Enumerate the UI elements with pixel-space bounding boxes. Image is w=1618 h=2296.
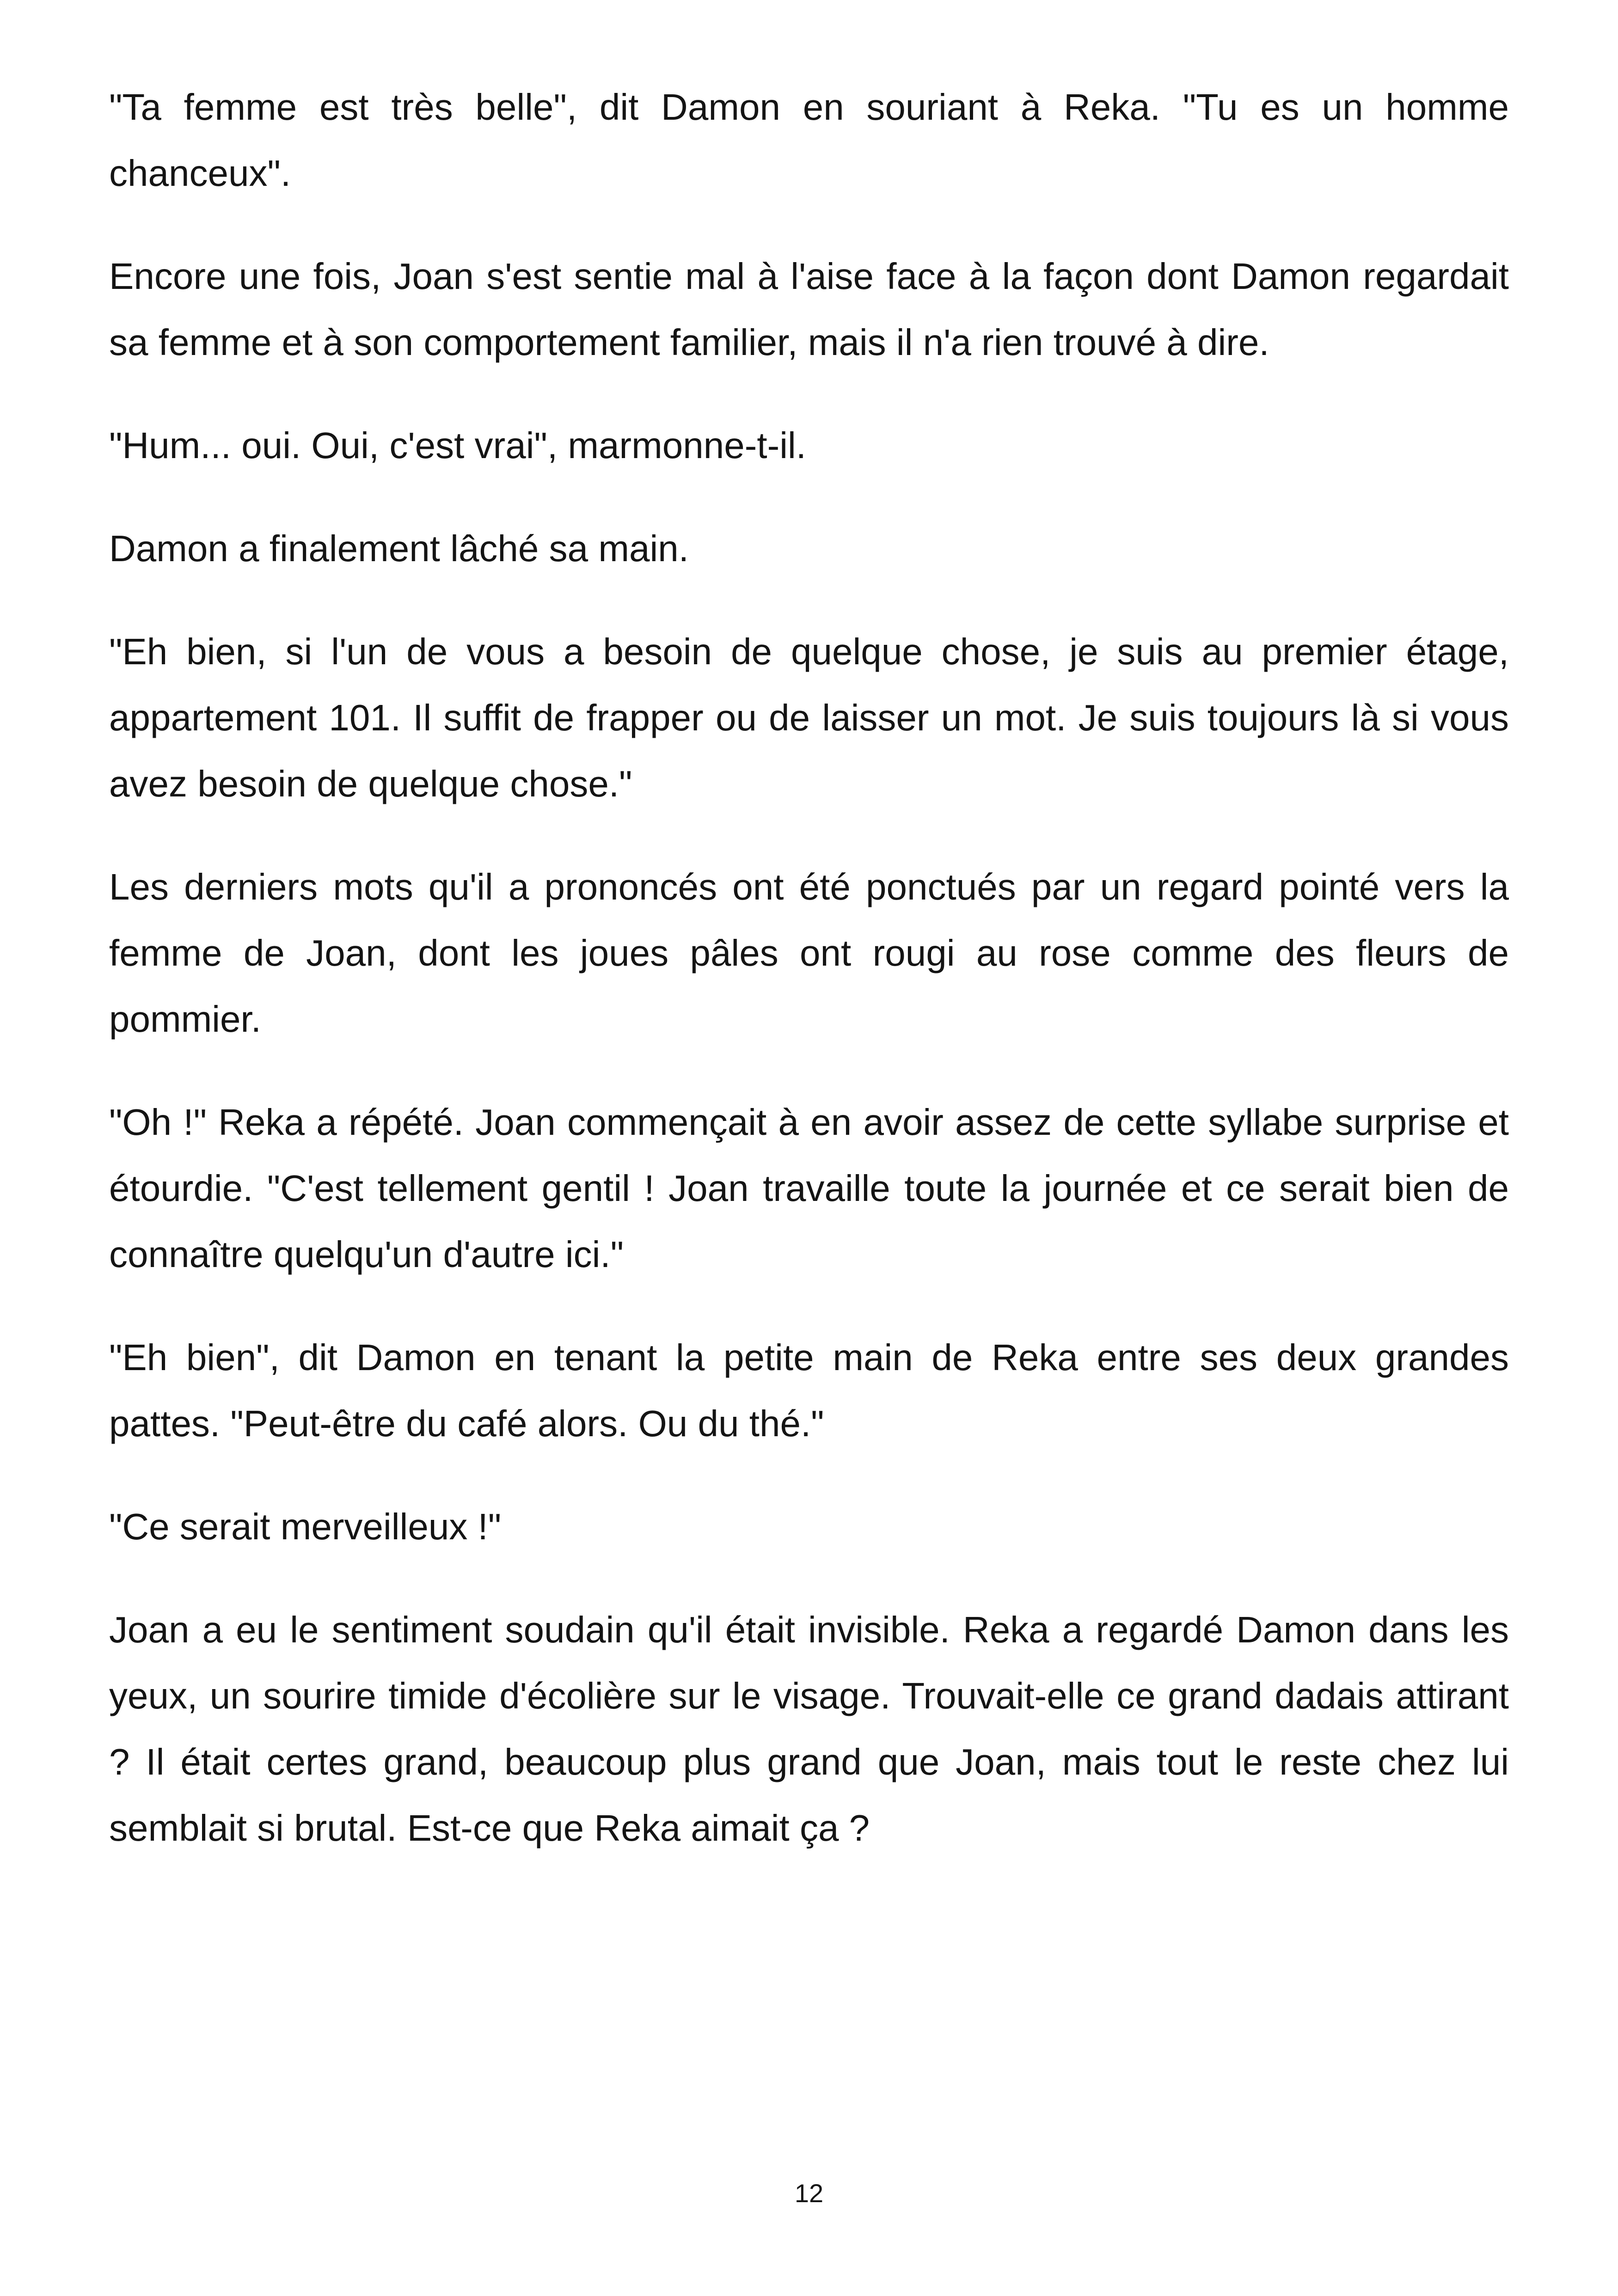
paragraph: "Oh !" Reka a répété. Joan commençait à en avoir assez de cette syllabe surprise et étourdie. "C'est tellement gentil ! Joan travaille toute la journée et ce serait bien de connaître quelqu'un d'autre ici." (109, 1102, 1509, 1275)
paragraph: "Eh bien", dit Damon en tenant la petite main de Reka entre ses deux grandes pattes. "Peut-être du café alors. Ou du thé." (109, 1337, 1509, 1444)
paragraph: Joan a eu le sentiment soudain qu'il était invisible. Reka a regardé Damon dans les yeux, un sourire timide d'écolière sur le visage. Trouvait-elle ce grand dadais attirant ? Il était certes grand, beaucoup plus grand que Joan, mais tout le reste chez lui semblait si brutal. Est-ce que Reka aimait ça ? (109, 1609, 1509, 1849)
paragraph: Les derniers mots qu'il a prononcés ont été ponctués par un regard pointé vers la femme de Joan, dont les joues pâles ont rougi au rose comme des fleurs de pommier. (109, 866, 1509, 1040)
body-text (109, 74, 1509, 1898)
paragraph: "Eh bien, si l'un de vous a besoin de quelque chose, je suis au premier étage, appartement 101. Il suffit de frapper ou de laisser un mot. Je suis toujours là si vous avez besoin de quelque chose." (109, 631, 1509, 804)
paragraph: "Hum... oui. Oui, c'est vrai", marmonne-t-il. (109, 425, 807, 466)
paragraph: Damon a finalement lâché sa main. (109, 528, 689, 569)
paragraph: "Ta femme est très belle", dit Damon en souriant à Reka. "Tu es un homme chanceux". (109, 86, 1509, 194)
page-number: 12 (794, 2179, 824, 2208)
paragraph: "Ce serait merveilleux !" (109, 1506, 502, 1547)
paragraph: Encore une fois, Joan s'est sentie mal à l'aise face à la façon dont Damon regardait sa femme et à son comportement familier, mais il n'a rien trouvé à dire. (109, 256, 1509, 363)
